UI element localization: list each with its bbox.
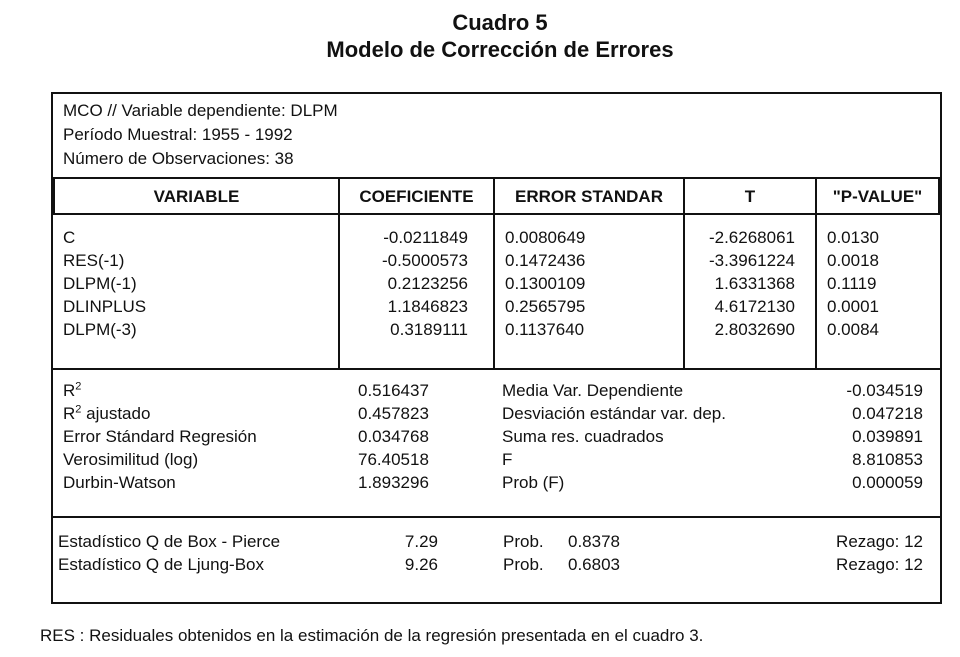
header-t: T xyxy=(744,187,756,206)
period-line: Período Muestral: 1955 - 1992 xyxy=(63,125,293,144)
header-p: "P-VALUE" xyxy=(832,187,923,206)
header-variable: VARIABLE xyxy=(153,187,240,206)
stat-value: 76.40518 xyxy=(358,450,429,469)
stat-value: 8.810853 xyxy=(852,450,923,469)
stat-label-text: Error Stándard Regresión xyxy=(63,427,257,446)
test-prob-label: Prob. xyxy=(503,532,544,551)
cell-se: 0.1472436 xyxy=(505,251,586,270)
stat-label-text: R xyxy=(63,381,76,400)
stat-value: 0.000059 xyxy=(852,473,923,492)
table-number: Cuadro 5 xyxy=(452,10,548,35)
cell-t: 2.8032690 xyxy=(714,320,795,339)
divider-coefficients xyxy=(53,368,940,370)
cell-coef: 1.1846823 xyxy=(387,297,468,316)
cell-se: 0.1300109 xyxy=(505,274,586,293)
stat-label: Suma res. cuadrados xyxy=(502,427,664,446)
test-lag: Rezago: 12 xyxy=(836,555,923,574)
header-coef: COEFICIENTE xyxy=(359,187,474,206)
cell-coef: -0.5000573 xyxy=(381,251,468,270)
stat-label xyxy=(63,426,257,448)
cell-variable: DLINPLUS xyxy=(63,297,147,316)
stat-label-text: Durbin-Watson xyxy=(63,473,176,492)
stat-label-superscript: 2 xyxy=(75,403,82,416)
cell-t: -3.3961224 xyxy=(708,251,795,270)
stat-value: 0.039891 xyxy=(852,427,923,446)
stat-label: F xyxy=(502,450,513,469)
test-label: Estadístico Q de Ljung-Box xyxy=(58,555,265,574)
table-title: Modelo de Corrección de Errores xyxy=(326,37,674,62)
cell-variable: RES(-1) xyxy=(63,251,125,270)
cell-p: 0.1119 xyxy=(827,274,877,293)
stat-label xyxy=(63,472,176,494)
test-prob-value: 0.6803 xyxy=(568,555,620,574)
stat-label-text: Verosimilitud (log) xyxy=(63,450,199,469)
cell-coef: 0.3189111 xyxy=(390,320,468,339)
test-value: 9.26 xyxy=(404,555,438,574)
header-se: ERROR STANDAR xyxy=(515,187,663,206)
stat-value: 0.034768 xyxy=(358,427,429,446)
cell-coef: -0.0211849 xyxy=(383,228,468,247)
cell-se: 0.2565795 xyxy=(505,297,586,316)
stat-value: 0.516437 xyxy=(358,381,429,400)
stat-label: Prob (F) xyxy=(502,473,565,492)
cell-p: 0.0001 xyxy=(827,297,879,316)
cell-coef: 0.2123256 xyxy=(387,274,468,293)
method-line: MCO // Variable dependiente: DLPM xyxy=(63,101,338,120)
cell-p: 0.0084 xyxy=(827,320,879,339)
test-prob-label: Prob. xyxy=(503,555,544,574)
stat-value: 0.457823 xyxy=(358,404,429,423)
cell-variable: DLPM(-3) xyxy=(63,320,137,339)
cell-se: 0.0080649 xyxy=(505,228,586,247)
stat-label-suffix: ajustado xyxy=(81,404,151,423)
cell-t: 1.6331368 xyxy=(714,274,795,293)
stat-label: Media Var. Dependiente xyxy=(502,381,684,400)
stat-label xyxy=(63,380,81,402)
divider-stats xyxy=(53,516,940,518)
col-divider-2 xyxy=(493,215,495,368)
stat-label-superscript: 2 xyxy=(75,380,82,393)
test-prob-value: 0.8378 xyxy=(568,532,620,551)
observations-line: Número de Observaciones: 38 xyxy=(63,149,294,168)
cell-p: 0.0018 xyxy=(827,251,879,270)
footnote: RES : Residuales obtenidos en la estimación de la regresión presentada en el cuadro 3. xyxy=(40,626,704,645)
col-divider-4 xyxy=(815,215,817,368)
stat-value: -0.034519 xyxy=(846,381,923,400)
cell-variable: DLPM(-1) xyxy=(63,274,137,293)
cell-t: -2.6268061 xyxy=(708,228,795,247)
title-block xyxy=(0,10,960,64)
stat-value: 0.047218 xyxy=(852,404,923,423)
test-value: 7.29 xyxy=(404,532,438,551)
stat-label xyxy=(63,403,150,425)
cell-variable: C xyxy=(63,228,76,247)
col-divider-1 xyxy=(338,215,340,368)
stat-label xyxy=(63,449,198,471)
cell-p: 0.0130 xyxy=(827,228,879,247)
cell-t: 4.6172130 xyxy=(714,297,795,316)
stat-value: 1.893296 xyxy=(358,473,429,492)
stat-label-text: R xyxy=(63,404,76,423)
stat-label: Desviación estándar var. dep. xyxy=(502,404,726,423)
test-label: Estadístico Q de Box - Pierce xyxy=(58,532,281,551)
regression-table xyxy=(51,92,942,604)
cell-se: 0.1137640 xyxy=(505,320,585,339)
test-lag: Rezago: 12 xyxy=(836,532,923,551)
